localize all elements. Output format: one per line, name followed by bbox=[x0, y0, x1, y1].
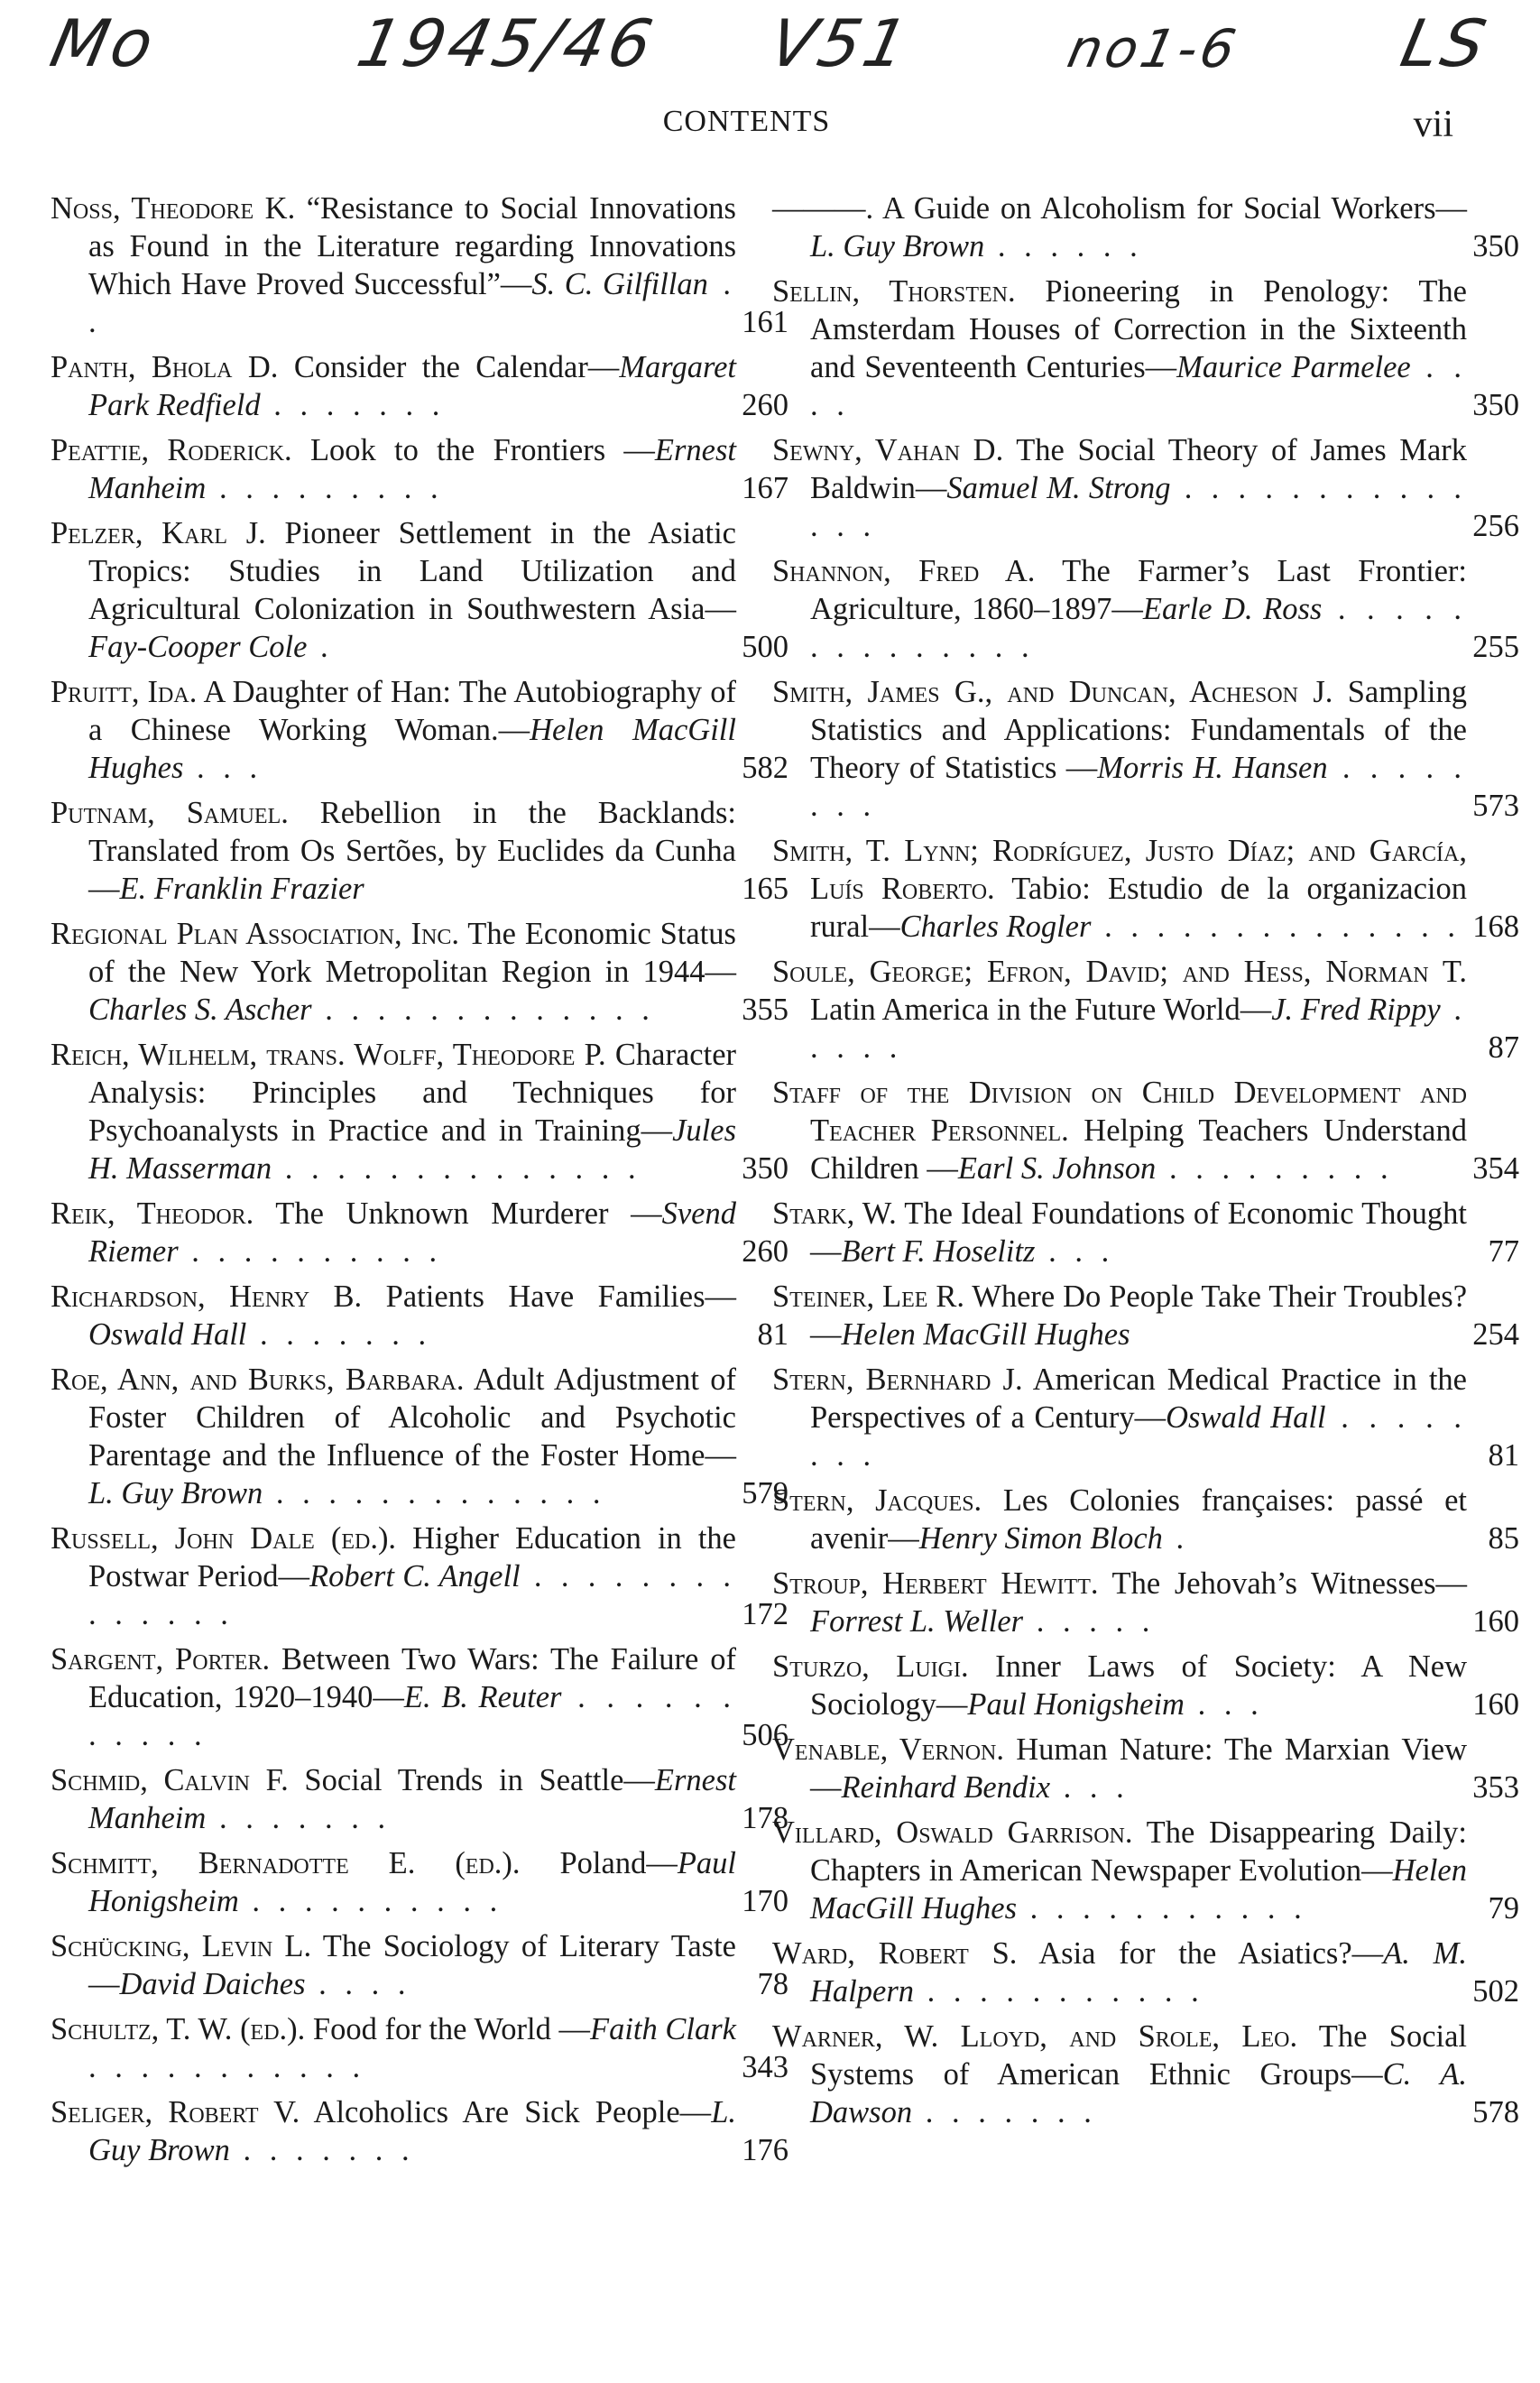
entry-leader-dots: . . . . . . . bbox=[912, 2095, 1097, 2129]
entry-reviewer: Earl S. Johnson bbox=[957, 1151, 1157, 1186]
entry-leader-dots: . bbox=[307, 630, 334, 664]
entry-title: Character Analysis: Principles and Techniques for Psychoanalysts in Practice and in Training— bbox=[88, 1038, 736, 1148]
entry-author: Stern, Jacques. bbox=[772, 1483, 982, 1518]
entry-author: Reik, Theodor. bbox=[51, 1196, 254, 1231]
entry-title: A Guide on Alcoholism for Social Workers— bbox=[873, 191, 1467, 226]
entry-title: Human Nature: The Marxian View— bbox=[810, 1732, 1468, 1805]
entry-author: Schultz, T. W. (ed.). bbox=[51, 2012, 306, 2046]
contents-entry bbox=[772, 1814, 1519, 1927]
entry-author: Venable, Vernon. bbox=[772, 1732, 1004, 1767]
entry-reviewer: Helen MacGill Hughes bbox=[810, 1853, 1467, 1926]
entry-author: Richardson, Henry B. bbox=[51, 1279, 363, 1314]
entry-page-number: 81 bbox=[1488, 1438, 1519, 1473]
entry-title: Food for the World — bbox=[305, 2012, 591, 2046]
entry-reviewer: David Daiches bbox=[119, 1967, 306, 2001]
contents-entry bbox=[772, 2018, 1519, 2131]
entry-reviewer: Svend Riemer bbox=[88, 1196, 736, 1269]
entry-page-number: 343 bbox=[742, 2050, 788, 2084]
entry-leader-dots: . . . . bbox=[305, 1967, 411, 2001]
entry-leader-dots: . . . . . . . . bbox=[810, 1400, 1468, 1473]
contents-entry bbox=[772, 1482, 1519, 1557]
entry-author: Schmid, Calvin F. bbox=[51, 1763, 289, 1797]
running-title: CONTENTS bbox=[662, 105, 831, 138]
contents-entry bbox=[772, 1565, 1519, 1640]
entry-reviewer: Ernest Manheim bbox=[88, 433, 736, 505]
contents-entry bbox=[51, 2093, 788, 2169]
entry-reviewer: Paul Honigsheim bbox=[967, 1687, 1185, 1722]
entry-page-number: 165 bbox=[742, 872, 788, 906]
entry-title: Asia for the Asiatics?— bbox=[1017, 1936, 1384, 1971]
entry-title: Look to the Frontiers — bbox=[291, 433, 655, 467]
contents-entry bbox=[51, 1844, 788, 1920]
entry-author: Regional Plan Association, Inc. bbox=[51, 917, 460, 951]
entry-page-number: 85 bbox=[1488, 1521, 1519, 1556]
entry-title: The Disappearing Daily: Chapters in American Newspaper Evolution— bbox=[810, 1815, 1468, 1888]
entry-page-number: 79 bbox=[1488, 1891, 1519, 1926]
entry-page-number: 582 bbox=[742, 751, 788, 785]
entry-leader-dots: . bbox=[1162, 1521, 1190, 1556]
entry-title: The Farmer’s Last Frontier: Agriculture, 1860–1897— bbox=[810, 554, 1467, 626]
entry-author: Soule, George; Efron, David; and Hess, Norman T. bbox=[772, 955, 1467, 989]
handwritten-note: V51 bbox=[763, 5, 918, 81]
entry-author: ———. bbox=[772, 191, 874, 226]
entry-author: Shannon, Fred A. bbox=[772, 554, 1036, 588]
entry-page-number: 350 bbox=[742, 1151, 788, 1186]
entry-reviewer: Charles S. Ascher bbox=[88, 993, 312, 1027]
entry-leader-dots: . . . . . . . . . . . . . . bbox=[88, 1559, 737, 1631]
entry-reviewer: Helen MacGill Hughes bbox=[88, 713, 736, 785]
entry-leader-dots: . . . . . . . bbox=[260, 388, 446, 422]
entry-reviewer: Helen MacGill Hughes bbox=[841, 1317, 1130, 1352]
contents-entry bbox=[772, 552, 1519, 666]
entry-page-number: 87 bbox=[1488, 1030, 1519, 1065]
entry-leader-dots: . . . . . . . . . . . . . . bbox=[272, 1151, 641, 1186]
entry-page-number: 350 bbox=[1472, 388, 1519, 422]
entry-author: Warner, W. Lloyd, and Srole, Leo. bbox=[772, 2019, 1298, 2054]
entry-author: Sturzo, Luigi. bbox=[772, 1649, 969, 1684]
entry-reviewer: L. Guy Brown bbox=[88, 2095, 736, 2167]
entry-page-number: 354 bbox=[1472, 1151, 1519, 1186]
entry-page-number: 160 bbox=[1472, 1604, 1519, 1639]
entry-author: Russell, John Dale (ed.). bbox=[51, 1521, 397, 1556]
entry-leader-dots: . . . . . . . . . . . . . . bbox=[810, 471, 1467, 543]
entry-title: Consider the Calendar— bbox=[278, 350, 620, 384]
entry-author: Noss, Theodore K. bbox=[51, 191, 296, 226]
entry-reviewer: Robert C. Angell bbox=[309, 1559, 521, 1593]
entry-reviewer: Charles Rogler bbox=[899, 910, 1092, 944]
entry-author: Ward, Robert S. bbox=[772, 1936, 1018, 1971]
entry-leader-dots: . . . . . . . . . . bbox=[178, 1234, 443, 1269]
contents-entry bbox=[51, 1278, 788, 1353]
contents-entry bbox=[772, 1731, 1519, 1806]
contents-entry bbox=[772, 1648, 1519, 1723]
page-header bbox=[0, 105, 1540, 150]
entry-title: Alcoholics Are Sick People— bbox=[300, 2095, 712, 2129]
entry-reviewer: E. Franklin Frazier bbox=[119, 872, 364, 906]
entry-reviewer: Morris H. Hansen bbox=[1097, 751, 1328, 785]
entry-reviewer: Ernest Manheim bbox=[88, 1763, 736, 1835]
entry-leader-dots: . . . . . . bbox=[984, 229, 1143, 263]
entry-title: The Social Theory of James Mark Baldwin— bbox=[810, 433, 1467, 505]
handwritten-note: no1-6 bbox=[1062, 18, 1245, 79]
entry-author: Reich, Wilhelm, trans. Wolff, Theodore P. bbox=[51, 1038, 606, 1072]
entry-leader-dots: . . . . . . . . . bbox=[1156, 1151, 1394, 1186]
handwritten-note: 1945/46 bbox=[351, 5, 663, 81]
entry-page-number: 256 bbox=[1472, 509, 1519, 543]
entry-page-number: 161 bbox=[742, 305, 788, 339]
entry-author: Seliger, Robert V. bbox=[51, 2095, 300, 2129]
entry-leader-dots: . . . . . . . . . . . bbox=[1017, 1891, 1307, 1926]
entry-page-number: 500 bbox=[742, 630, 788, 664]
page-folio: vii bbox=[1413, 104, 1453, 145]
contents-entry bbox=[772, 1074, 1519, 1187]
entry-author: Panth, Bhola D. bbox=[51, 350, 279, 384]
entry-reviewer: Samuel M. Strong bbox=[946, 471, 1171, 505]
entry-leader-dots: . . . . . . . . . . . bbox=[88, 1680, 737, 1752]
entry-reviewer: Bert F. Hoselitz bbox=[841, 1234, 1036, 1269]
entry-reviewer: Maurice Parmelee bbox=[1176, 350, 1411, 384]
entry-leader-dots: . . . . . . . . . bbox=[206, 471, 444, 505]
entry-page-number: 579 bbox=[742, 1476, 788, 1510]
entry-reviewer: Jules H. Masserman bbox=[88, 1113, 736, 1186]
entry-title: Inner Laws of Society: A New Sociology— bbox=[810, 1649, 1467, 1722]
entry-leader-dots: . . . . . bbox=[810, 993, 1467, 1065]
contents-entry bbox=[51, 1361, 788, 1512]
entry-leader-dots: . . . . bbox=[810, 350, 1467, 422]
entry-page-number: 506 bbox=[742, 1718, 788, 1752]
entry-reviewer: L. Guy Brown bbox=[88, 1476, 263, 1510]
entry-author: Stroup, Herbert Hewitt. bbox=[772, 1566, 1099, 1601]
entry-author: Stark, W. bbox=[772, 1196, 897, 1231]
entry-author: Smith, James G., and Duncan, Acheson J. bbox=[772, 675, 1333, 709]
entry-title: Pioneering in Penology: The Amsterdam Houses of Correction in the Sixteenth and Seventeenth Centuries— bbox=[810, 274, 1467, 384]
contents-entry bbox=[772, 189, 1519, 265]
entry-author: Smith, T. Lynn; Rodríguez, Justo Díaz; and García, Luís Roberto. bbox=[772, 834, 1467, 906]
entry-author: Sargent, Porter. bbox=[51, 1642, 271, 1676]
contents-entry bbox=[772, 953, 1519, 1067]
entry-page-number: 170 bbox=[742, 1884, 788, 1918]
entry-title: The Ideal Foundations of Economic Thought— bbox=[810, 1196, 1467, 1269]
entry-leader-dots: . . . bbox=[1050, 1770, 1130, 1805]
entry-title: Helping Teachers Understand Children — bbox=[810, 1113, 1467, 1186]
entry-author: Stern, Bernhard J. bbox=[772, 1362, 1023, 1397]
entry-author: Pruitt, Ida. bbox=[51, 675, 198, 709]
entry-reviewer: J. Fred Rippy bbox=[1271, 993, 1441, 1027]
contents-entry bbox=[772, 1278, 1519, 1353]
entry-leader-dots: . . . . . . . . . . . . . bbox=[263, 1476, 606, 1510]
entry-page-number: 353 bbox=[1472, 1770, 1519, 1805]
entry-author: Staff of the Division on Child Development and Teacher Personnel. bbox=[772, 1076, 1467, 1148]
contents-entry bbox=[772, 1361, 1519, 1474]
entry-reviewer: L. Guy Brown bbox=[810, 229, 985, 263]
entry-leader-dots: . . . bbox=[1184, 1687, 1264, 1722]
contents-entry bbox=[51, 1761, 788, 1837]
contents-entry bbox=[51, 1036, 788, 1187]
contents-entry bbox=[51, 1927, 788, 2003]
contents-entry bbox=[772, 272, 1519, 424]
contents-entry bbox=[772, 1935, 1519, 2010]
entry-page-number: 260 bbox=[742, 388, 788, 422]
entry-title: Adult Adjustment of Foster Children of Alcoholic and Psychotic Parentage and the Influence of the Foster Home— bbox=[88, 1362, 736, 1473]
entry-reviewer: Paul Honigsheim bbox=[88, 1846, 736, 1918]
entry-leader-dots: . . . . . . . bbox=[246, 1317, 432, 1352]
entry-title: The Economic Status of the New York Metropolitan Region in 1944— bbox=[88, 917, 736, 989]
contents-entry bbox=[51, 514, 788, 666]
entry-page-number: 260 bbox=[742, 1234, 788, 1269]
contents-entry bbox=[51, 1640, 788, 1754]
entry-page-number: 255 bbox=[1472, 630, 1519, 664]
entry-page-number: 77 bbox=[1488, 1234, 1519, 1269]
entry-leader-dots: . . . . . . . . . . . bbox=[914, 1974, 1204, 2009]
entry-page-number: 502 bbox=[1472, 1974, 1519, 2009]
contents-entry bbox=[772, 431, 1519, 545]
entry-reviewer: Earle D. Ross bbox=[1142, 592, 1323, 626]
contents-entry bbox=[772, 1195, 1519, 1270]
entry-reviewer: Oswald Hall bbox=[88, 1317, 247, 1352]
entry-reviewer: Henry Simon Bloch bbox=[918, 1521, 1163, 1556]
handwritten-annotations bbox=[0, 5, 1540, 105]
entry-leader-dots: . . . . . . . bbox=[206, 1801, 392, 1835]
contents-entry bbox=[51, 2010, 788, 2086]
entry-reviewer: Faith Clark bbox=[590, 2012, 736, 2046]
entry-page-number: 172 bbox=[742, 1597, 788, 1631]
contents-entry bbox=[51, 431, 788, 507]
contents-entry bbox=[772, 673, 1519, 825]
contents-entry bbox=[51, 673, 788, 787]
entry-author: Villard, Oswald Garrison. bbox=[772, 1815, 1133, 1850]
entry-author: Putnam, Samuel. bbox=[51, 796, 289, 830]
entry-leader-dots: . . . . . . . . bbox=[810, 751, 1468, 823]
entry-title: Tabio: Estudio de la organizacion rural— bbox=[810, 872, 1467, 944]
entry-title: The Jehovah’s Witnesses— bbox=[1098, 1566, 1467, 1601]
entry-title: Social Trends in Seattle— bbox=[288, 1763, 655, 1797]
contents-entry bbox=[51, 348, 788, 424]
entry-leader-dots: . . . . . . . . . . . . . . bbox=[1091, 910, 1461, 944]
entry-page-number: 160 bbox=[1472, 1687, 1519, 1722]
entry-page-number: 350 bbox=[1472, 229, 1519, 263]
contents-entry bbox=[51, 915, 788, 1029]
entry-page-number: 578 bbox=[1472, 2095, 1519, 2129]
entry-title: American Medical Practice in the Perspectives of a Century— bbox=[810, 1362, 1467, 1435]
entry-title: The Unknown Murderer — bbox=[254, 1196, 662, 1231]
entry-title: Between Two Wars: The Failure of Education, 1920–1940— bbox=[88, 1642, 736, 1714]
entry-title: Higher Education in the Postwar Period— bbox=[88, 1521, 736, 1593]
entry-author: Roe, Ann, and Burks, Barbara. bbox=[51, 1362, 465, 1397]
entry-leader-dots: . . . . . . . . . . . . . . bbox=[810, 592, 1467, 664]
entry-title: The Sociology of Literary Taste— bbox=[88, 1929, 736, 2001]
entry-page-number: 573 bbox=[1472, 789, 1519, 823]
entry-reviewer: Forrest L. Weller bbox=[810, 1604, 1024, 1639]
contents-column-left bbox=[51, 189, 788, 2176]
entry-page-number: 168 bbox=[1472, 910, 1519, 944]
entry-title: Where Do People Take Their Troubles?— bbox=[810, 1279, 1468, 1352]
entry-author: Schmitt, Bernadotte E. (ed.). bbox=[51, 1846, 521, 1880]
entry-title: Rebellion in the Backlands: Translated from Os Sertões, by Euclides da Cunha— bbox=[88, 796, 736, 906]
entry-page-number: 176 bbox=[742, 2133, 788, 2167]
entry-author: Pelzer, Karl J. bbox=[51, 516, 266, 550]
entry-leader-dots: . . . . . . . . . . . . . bbox=[311, 993, 655, 1027]
contents-entry bbox=[51, 794, 788, 908]
entry-author: Sellin, Thorsten. bbox=[772, 274, 1016, 309]
entry-leader-dots: . . . . . bbox=[1023, 1604, 1156, 1639]
entry-reviewer: A. M. Halpern bbox=[810, 1936, 1467, 2009]
entry-leader-dots: . . . . . . . . . . . bbox=[88, 2050, 366, 2084]
entry-author: Peattie, Roderick. bbox=[51, 433, 292, 467]
entry-reviewer: Reinhard Bendix bbox=[841, 1770, 1051, 1805]
entry-reviewer: S. C. Gilfillan bbox=[531, 267, 708, 301]
entry-reviewer: Margaret Park Redfield bbox=[88, 350, 736, 422]
entry-page-number: 81 bbox=[757, 1317, 788, 1352]
entry-leader-dots: . . bbox=[88, 267, 737, 339]
entry-reviewer: Fay-Cooper Cole bbox=[88, 630, 308, 664]
contents-column-right bbox=[772, 189, 1519, 2138]
handwritten-note: LS bbox=[1395, 5, 1496, 81]
contents-entry bbox=[51, 1195, 788, 1270]
entry-reviewer: C. A. Dawson bbox=[810, 2057, 1467, 2129]
entry-title: A Daughter of Han: The Autobiography of a Chinese Working Woman.— bbox=[88, 675, 736, 747]
contents-entry bbox=[772, 832, 1519, 946]
entry-title: Sampling Statistics and Applications: Fundamentals of the Theory of Statistics — bbox=[810, 675, 1467, 785]
entry-title: Latin America in the Future World— bbox=[810, 993, 1272, 1027]
entry-page-number: 78 bbox=[757, 1967, 788, 2001]
contents-entry bbox=[51, 1519, 788, 1633]
entry-title: Les Colonies françaises: passé et avenir— bbox=[810, 1483, 1467, 1556]
entry-leader-dots: . . . . . . . bbox=[229, 2133, 415, 2167]
entry-title: Poland— bbox=[520, 1846, 678, 1880]
entry-title: The Social Systems of American Ethnic Groups— bbox=[810, 2019, 1467, 2092]
entry-author: Schücking, Levin L. bbox=[51, 1929, 312, 1963]
entry-leader-dots: . . . bbox=[1035, 1234, 1115, 1269]
entry-leader-dots: . . . bbox=[183, 751, 263, 785]
entry-page-number: 254 bbox=[1472, 1317, 1519, 1352]
entry-author: Sewny, Vahan D. bbox=[772, 433, 1004, 467]
entry-author: Steiner, Lee R. bbox=[772, 1279, 964, 1314]
entry-page-number: 355 bbox=[742, 993, 788, 1027]
entry-leader-dots: . . . . . . . . . . bbox=[238, 1884, 503, 1918]
handwritten-note: Mo bbox=[44, 5, 164, 81]
entry-title: Pioneer Settlement in the Asiatic Tropics: Studies in Land Utilization and Agricultural Colonization in Southwestern Asia— bbox=[88, 516, 736, 626]
entry-reviewer: Oswald Hall bbox=[1166, 1400, 1326, 1435]
entry-reviewer: E. B. Reuter bbox=[403, 1680, 562, 1714]
contents-entry bbox=[51, 189, 788, 341]
entry-page-number: 167 bbox=[742, 471, 788, 505]
entry-title: Patients Have Families— bbox=[362, 1279, 736, 1314]
entry-title: “Resistance to Social Innovations as Found in the Literature regarding Innovations Which Have Proved Successful”— bbox=[88, 191, 736, 301]
entry-page-number: 178 bbox=[742, 1801, 788, 1835]
